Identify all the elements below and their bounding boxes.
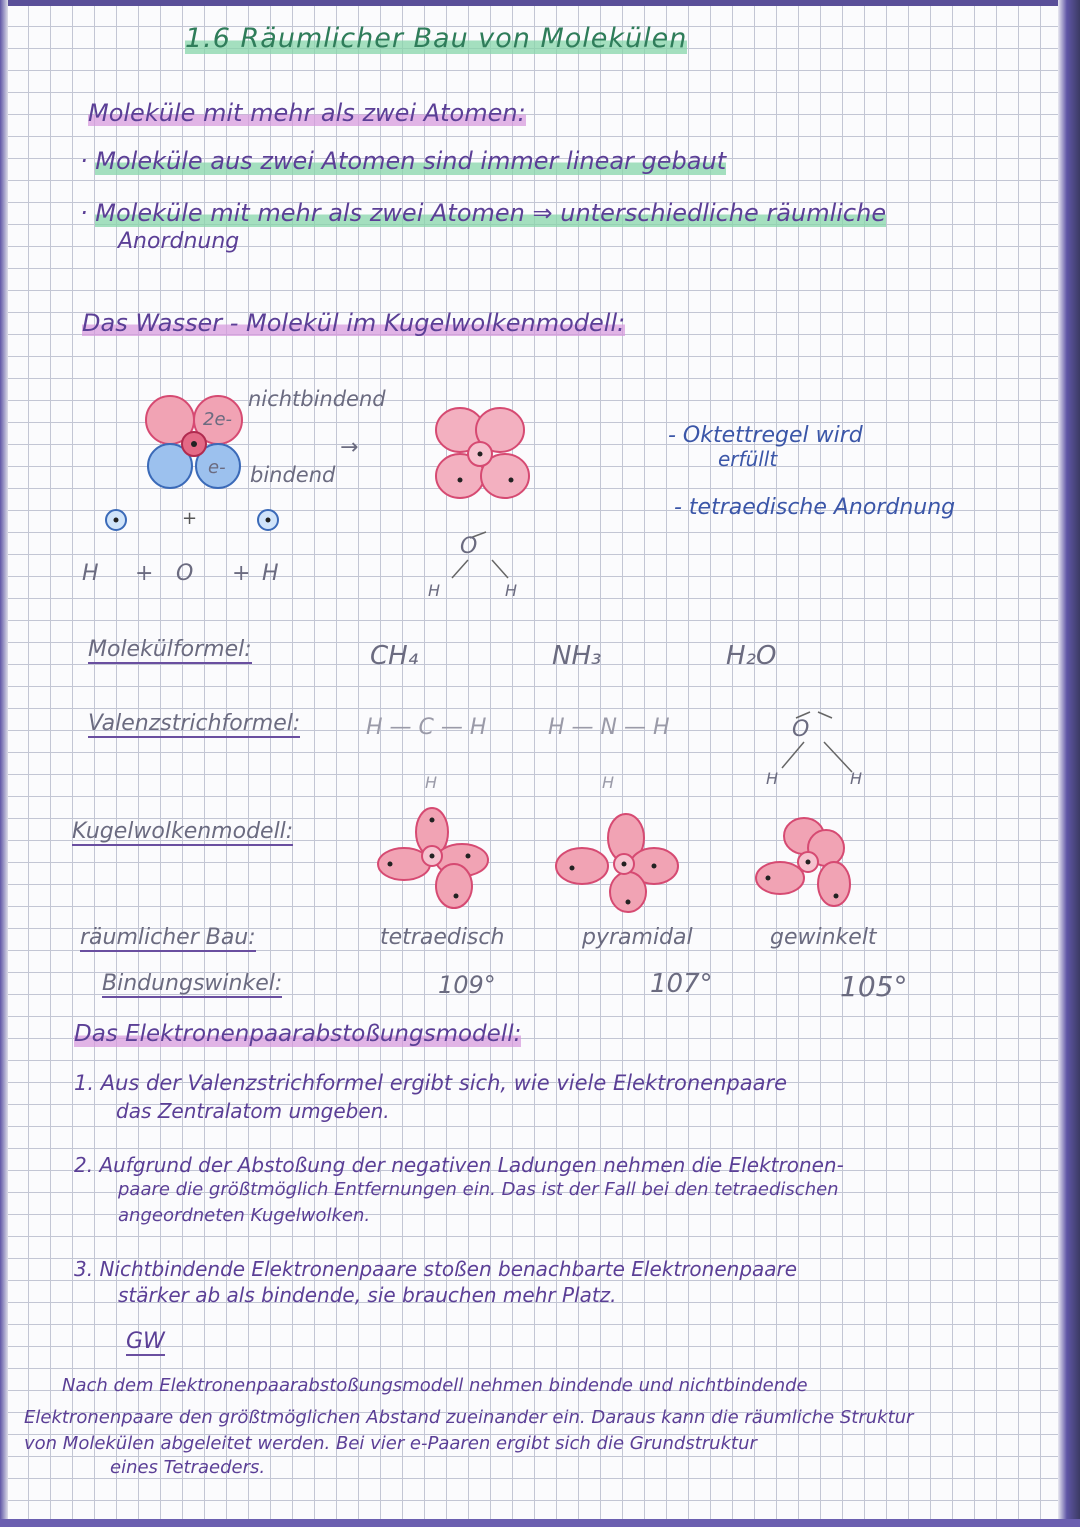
row-label-structure: räumlicher Bau: xyxy=(80,926,256,952)
reaction-plus-1: + xyxy=(135,561,154,586)
angle-h2o: 105° xyxy=(840,970,908,1003)
row-label-formula: Molekülformel: xyxy=(88,638,252,664)
valence-h-bottom-ch4: H xyxy=(425,773,438,792)
shape-nh3: pyramidal xyxy=(582,925,693,950)
heading-water: Das Wasser - Molekül im Kugelwolkenmodell: xyxy=(82,309,626,337)
vsepr-point-3: 3. Nichtbindende Elektronenpaare stoßen benachbarte Elektronenpaare xyxy=(74,1257,798,1281)
label-bonding: bindend xyxy=(250,463,336,487)
reaction-h-right: H xyxy=(262,561,279,586)
reaction-h-left: H xyxy=(82,561,99,586)
formula-nh3: NH₃ xyxy=(552,641,602,671)
valence-h-bottom-nh3: H xyxy=(602,773,615,792)
label-gw: GW xyxy=(126,1330,165,1356)
note-octet-cont: erfüllt xyxy=(718,447,778,471)
h2o-valence-h-right: H xyxy=(850,769,863,788)
water-cloud-model-icon xyxy=(425,400,535,510)
vsepr-point-2-cont: paare die größtmöglich Entfernungen ein. Das ist der Fall bei den tetraedischen xyxy=(118,1179,839,1200)
formula-ch4: CH₄ xyxy=(370,641,419,671)
heading-molecules: Moleküle mit mehr als zwei Atomen: xyxy=(88,99,526,127)
note-tetrahedral: - tetraedische Anordnung xyxy=(674,495,956,520)
water-lewis-h-right: H xyxy=(505,581,518,600)
row-label-angle: Bindungswinkel: xyxy=(102,972,282,998)
vsepr-point-1-cont: das Zentralatom umgeben. xyxy=(116,1099,390,1123)
formula-h2o: H₂O xyxy=(726,641,777,671)
shape-ch4: tetraedisch xyxy=(380,925,505,950)
reaction-plus-2: + xyxy=(232,561,251,586)
bullet-1-text: Moleküle aus zwei Atomen sind immer linear gebaut xyxy=(95,147,727,175)
svg-text:+: + xyxy=(182,508,198,529)
water-lewis-h-left: H xyxy=(428,581,441,600)
label-2e: 2e- xyxy=(203,409,233,430)
angle-nh3: 107° xyxy=(650,969,713,999)
summary-line-1: Nach dem Elektronenpaarabstoßungsmodell nehmen bindende und nichtbindende xyxy=(62,1375,808,1396)
frame-right xyxy=(1058,0,1080,1527)
valence-nh3: H — N — H xyxy=(548,715,670,740)
summary-line-2: Elektronenpaare den größtmöglichen Abstand zueinander ein. Daraus kann die räumliche Struktur xyxy=(24,1407,914,1428)
arrow-right-icon: → xyxy=(340,435,359,460)
frame-top xyxy=(0,0,1080,6)
heading-vsepr: Das Elektronenpaarabstoßungsmodell: xyxy=(74,1021,522,1047)
vsepr-point-3-cont: stärker ab als bindende, sie brauchen mehr Platz. xyxy=(118,1283,617,1307)
h2o-valence-o: O xyxy=(792,717,810,742)
bullet-2-continuation: Anordnung xyxy=(118,229,240,254)
water-lewis-o: O xyxy=(460,534,478,559)
h2o-cloud-model-icon xyxy=(752,812,862,912)
row-label-cloud: Kugelwolkenmodell: xyxy=(72,820,293,846)
angle-ch4: 109° xyxy=(438,971,496,999)
label-nonbonding: nichtbindend xyxy=(248,387,386,411)
note-octet: - Oktettregel wird xyxy=(668,423,863,448)
label-e: e- xyxy=(208,457,226,478)
vsepr-point-1: 1. Aus der Valenzstrichformel ergibt sich, wie viele Elektronenpaare xyxy=(74,1071,788,1095)
shape-h2o: gewinkelt xyxy=(770,925,877,950)
bullet-2: · Moleküle mit mehr als zwei Atomen ⇒ unterschiedliche räumliche xyxy=(80,199,887,227)
summary-line-4: eines Tetraeders. xyxy=(110,1457,266,1478)
vsepr-point-2-cont2: angeordneten Kugelwolken. xyxy=(118,1205,371,1226)
title-number: 1.6 xyxy=(185,23,231,54)
bullet-1: · Moleküle aus zwei Atomen sind immer linear gebaut xyxy=(80,147,727,175)
ch4-cloud-model-icon xyxy=(372,804,502,914)
frame-bottom xyxy=(0,1519,1080,1527)
vsepr-point-2: 2. Aufgrund der Abstoßung der negativen Ladungen nehmen die Elektronen- xyxy=(74,1153,844,1177)
reaction-o: O xyxy=(176,561,194,586)
h2o-valence-h-left: H xyxy=(766,769,779,788)
valence-ch4: H — C — H xyxy=(366,715,487,740)
row-label-valence: Valenzstrichformel: xyxy=(88,712,300,738)
title-text: Räumlicher Bau von Molekülen xyxy=(240,23,688,54)
summary-line-3: von Molekülen abgeleitet werden. Bei vier e-Paaren ergibt sich die Grundstruktur xyxy=(24,1433,757,1454)
nh3-cloud-model-icon xyxy=(550,806,690,916)
frame-left xyxy=(0,0,8,1527)
bullet-2-text: Moleküle mit mehr als zwei Atomen ⇒ unterschiedliche räumliche xyxy=(95,199,887,227)
page-title xyxy=(185,24,687,54)
